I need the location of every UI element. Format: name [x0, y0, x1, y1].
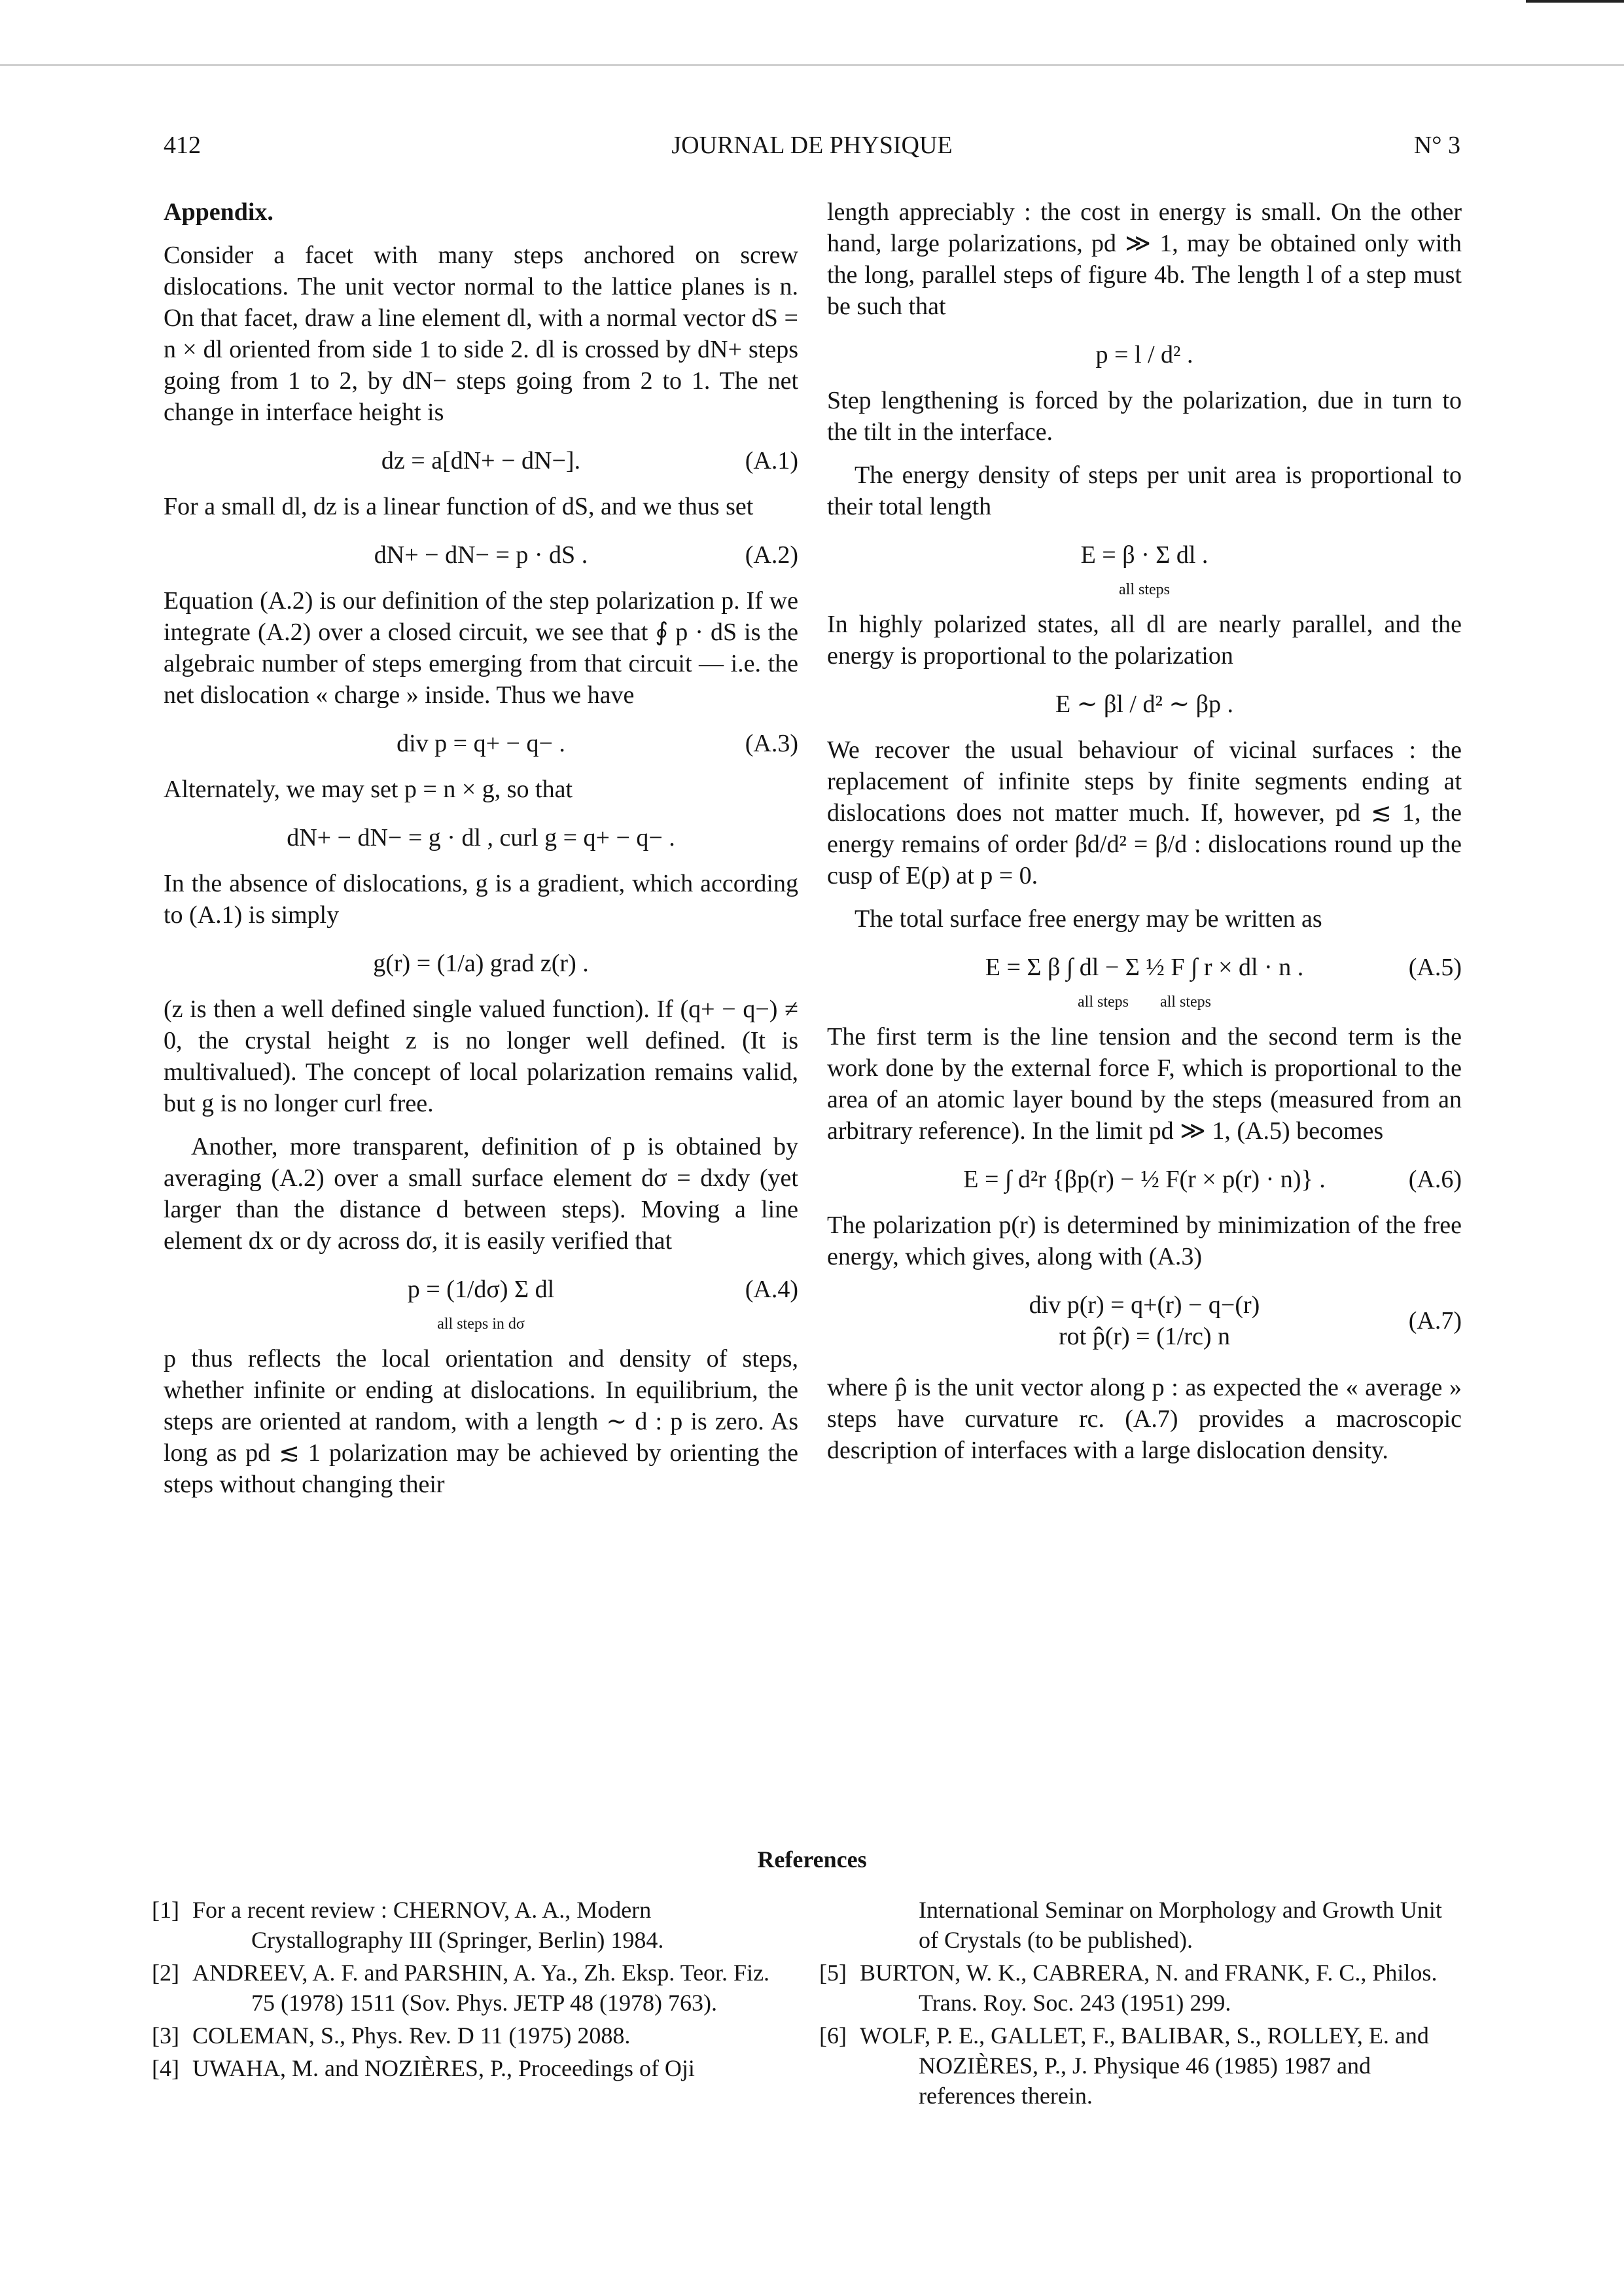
reference-number: [2] [152, 1960, 179, 1986]
references-heading: References [757, 1846, 867, 1873]
reference-item [152, 1895, 780, 1955]
right-column [827, 196, 1462, 1478]
equation-body: dN+ − dN− = g · dl , curl g = q+ − q− . [287, 824, 675, 852]
paragraph: The total surface free energy may be written as [855, 905, 1322, 933]
reference-text: WOLF, P. E., GALLET, F., BALIBAR, S., ROLLEY, E. and NOZIÈRES, P., J. Physique 46 (1985) 1987 and references therein. [860, 2022, 1429, 2109]
equation-body [164, 1274, 798, 1340]
reference-text: ANDREEV, A. F. and PARSHIN, A. Ya., Zh. Eksp. Teor. Fiz. 75 (1978) 1511 (Sov. Phys. JETP 48 (1978) 763). [192, 1960, 770, 2016]
equation-a4 [164, 1268, 798, 1334]
equation-a5 [827, 946, 1462, 1012]
reference-item [152, 1958, 780, 2018]
reference-item [819, 2020, 1447, 2111]
equation-number: (A.7) [1408, 1307, 1462, 1335]
equation-p [827, 334, 1462, 376]
equation-a1 [164, 440, 798, 482]
equation-body: E = ∫ d²r {βp(r) − ½ F(r × p(r) · n)} . [963, 1166, 1326, 1193]
paragraph: p thus reflects the local orientation and density of steps, whether infinite or ending at dislocations. In equilibrium, the steps are oriented at random, with a length ∼ d : p is zero. As long as pd ≲ 1 polarization may be achieved by orienting the steps without changing their [164, 1345, 798, 1498]
paragraph: Equation (A.2) is our definition of the step polarization p. If we integrate (A.2) over a closed circuit, we see that ∮ p · dS is the algebraic number of steps emerging from that circuit — i.e. the net dislocation « charge » inside. Thus we have [164, 587, 798, 709]
reference-item [152, 2053, 780, 2083]
equation-a7 [827, 1284, 1462, 1363]
left-column [164, 196, 798, 1512]
reference-item [819, 1958, 1447, 2018]
corner-mark [1526, 0, 1624, 3]
journal-title: JOURNAL DE PHYSIQUE [671, 132, 953, 159]
equation-body: dN+ − dN− = p · dS . [374, 541, 588, 569]
equation-line: div p(r) = q+(r) − q−(r) [1029, 1291, 1260, 1319]
reference-text: COLEMAN, S., Phys. Rev. D 11 (1975) 2088. [192, 2022, 631, 2049]
equation-grad [164, 942, 798, 984]
equation-main: p = (1/dσ) Σ dl [407, 1276, 555, 1303]
equation-main: E = β · Σ dl . [1080, 541, 1209, 569]
paragraph: The first term is the line tension and the second term is the work done by the external force F, which is proportional to the area of an atomic layer bound by the steps (measured from an arbitrary reference). In the limit pd ≫ 1, (A.5) becomes [827, 1023, 1462, 1145]
equation-body: E ∼ βl / d² ∼ βp . [1055, 691, 1234, 718]
paragraph: The polarization p(r) is determined by minimization of the free energy, which gives, along with (A.3) [827, 1211, 1462, 1270]
references-right [819, 1895, 1447, 2113]
reference-number: [5] [819, 1960, 847, 1986]
equation-line: rot p̂(r) = (1/rc) n [1059, 1323, 1230, 1350]
equation-subscript: all steps all steps [1078, 994, 1211, 1011]
references-left [152, 1895, 780, 2086]
equation-body [827, 1289, 1462, 1352]
page-number: 412 [164, 132, 201, 159]
paragraph: Alternately, we may set p = n × g, so that [164, 776, 573, 803]
paragraph: Step lengthening is forced by the polarization, due in turn to the tilt in the interface. [827, 387, 1462, 446]
equation-body: div p = q+ − q− . [397, 730, 565, 757]
paragraph: where p̂ is the unit vector along p : as expected the « average » steps have curvature rc. (A.7) provides a macroscopic description of interfaces with a large dislocation density. [827, 1374, 1462, 1464]
reference-item [152, 2020, 780, 2051]
equation-number: (A.6) [1408, 1166, 1462, 1193]
equation-body: g(r) = (1/a) grad z(r) . [373, 950, 589, 977]
top-rule [0, 64, 1624, 66]
equation-body: p = l / d² . [1095, 341, 1193, 368]
paragraph: Consider a facet with many steps anchored on screw dislocations. The unit vector normal to the lattice planes is n. On that facet, draw a line element dl, with a normal vector dS = n × dl oriented from side 1 to side 2. dl is crossed by dN+ steps going from 1 to 2, by dN− steps going from 2 to 1. The net change in interface height is [164, 242, 798, 426]
equation-number: (A.2) [745, 541, 798, 569]
paragraph: The energy density of steps per unit area is proportional to their total length [827, 461, 1462, 520]
paragraph: In the absence of dislocations, g is a gradient, which according to (A.1) is simply [164, 870, 798, 929]
equation-main: E = Σ β ∫ dl − Σ ½ F ∫ r × dl · n . [985, 954, 1304, 981]
reference-text: For a recent review : CHERNOV, A. A., Modern Crystallography III (Springer, Berlin) 1984. [192, 1897, 664, 1953]
paragraph: For a small dl, dz is a linear function of dS, and we thus set [164, 493, 754, 520]
reference-text: BURTON, W. K., CABRERA, N. and FRANK, F. C., Philos. Trans. Roy. Soc. 243 (1951) 299. [860, 1960, 1438, 2016]
equation-a6 [827, 1158, 1462, 1200]
equation-body [827, 952, 1462, 1018]
reference-number: [6] [819, 2022, 847, 2049]
equation-number: (A.3) [745, 730, 798, 757]
issue-number: N° 3 [1413, 132, 1460, 159]
reference-text: UWAHA, M. and NOZIÈRES, P., Proceedings of Oji [192, 2055, 695, 2081]
paragraph: We recover the usual behaviour of vicinal surfaces : the replacement of infinite steps by finite segments ending at dislocations does not matter much. If, however, pd ≲ 1, the energy remains of order βd/d² = β/d : dislocations round up the cusp of E(p) at p = 0. [827, 736, 1462, 889]
reference-number: [1] [152, 1897, 179, 1923]
paragraph: length appreciably : the cost in energy is small. On the other hand, large polarizations, pd ≫ 1, may be obtained only with the long, parallel steps of figure 4b. The length l of a step must be such that [827, 198, 1462, 320]
reference-number: [4] [152, 2055, 179, 2081]
appendix-heading: Appendix. [164, 198, 274, 226]
reference-continuation: International Seminar on Morphology and Growth Unit of Crystals (to be published). [919, 1897, 1442, 1953]
reference-number: [3] [152, 2022, 179, 2049]
equation-e2 [827, 683, 1462, 725]
paragraph: Another, more transparent, definition of p is obtained by averaging (A.2) over a small surface element dσ = dxdy (yet larger than the distance d between steps). Moving a line element dx or dy across dσ, it is easily verified that [164, 1133, 798, 1255]
equation-number: (A.1) [745, 447, 798, 475]
equation-a3 [164, 723, 798, 764]
paragraph: (z is then a well defined single valued function). If (q+ − q−) ≠ 0, the crystal height z is no longer well defined. (It is multivalued). The concept of local polarization remains valid, but g is no longer curl free. [164, 996, 798, 1117]
equation-g [164, 817, 798, 859]
equation-subscript: all steps [1119, 581, 1170, 598]
equation-subscript: all steps in dσ [437, 1316, 525, 1333]
equation-number: (A.5) [1408, 954, 1462, 981]
equation-number: (A.4) [745, 1276, 798, 1303]
paragraph: In highly polarized states, all dl are nearly parallel, and the energy is proportional to the polarization [827, 611, 1462, 670]
equation-e1 [827, 534, 1462, 600]
equation-body: dz = a[dN+ − dN−]. [381, 447, 581, 475]
equation-a2 [164, 534, 798, 576]
equation-body [827, 539, 1462, 605]
